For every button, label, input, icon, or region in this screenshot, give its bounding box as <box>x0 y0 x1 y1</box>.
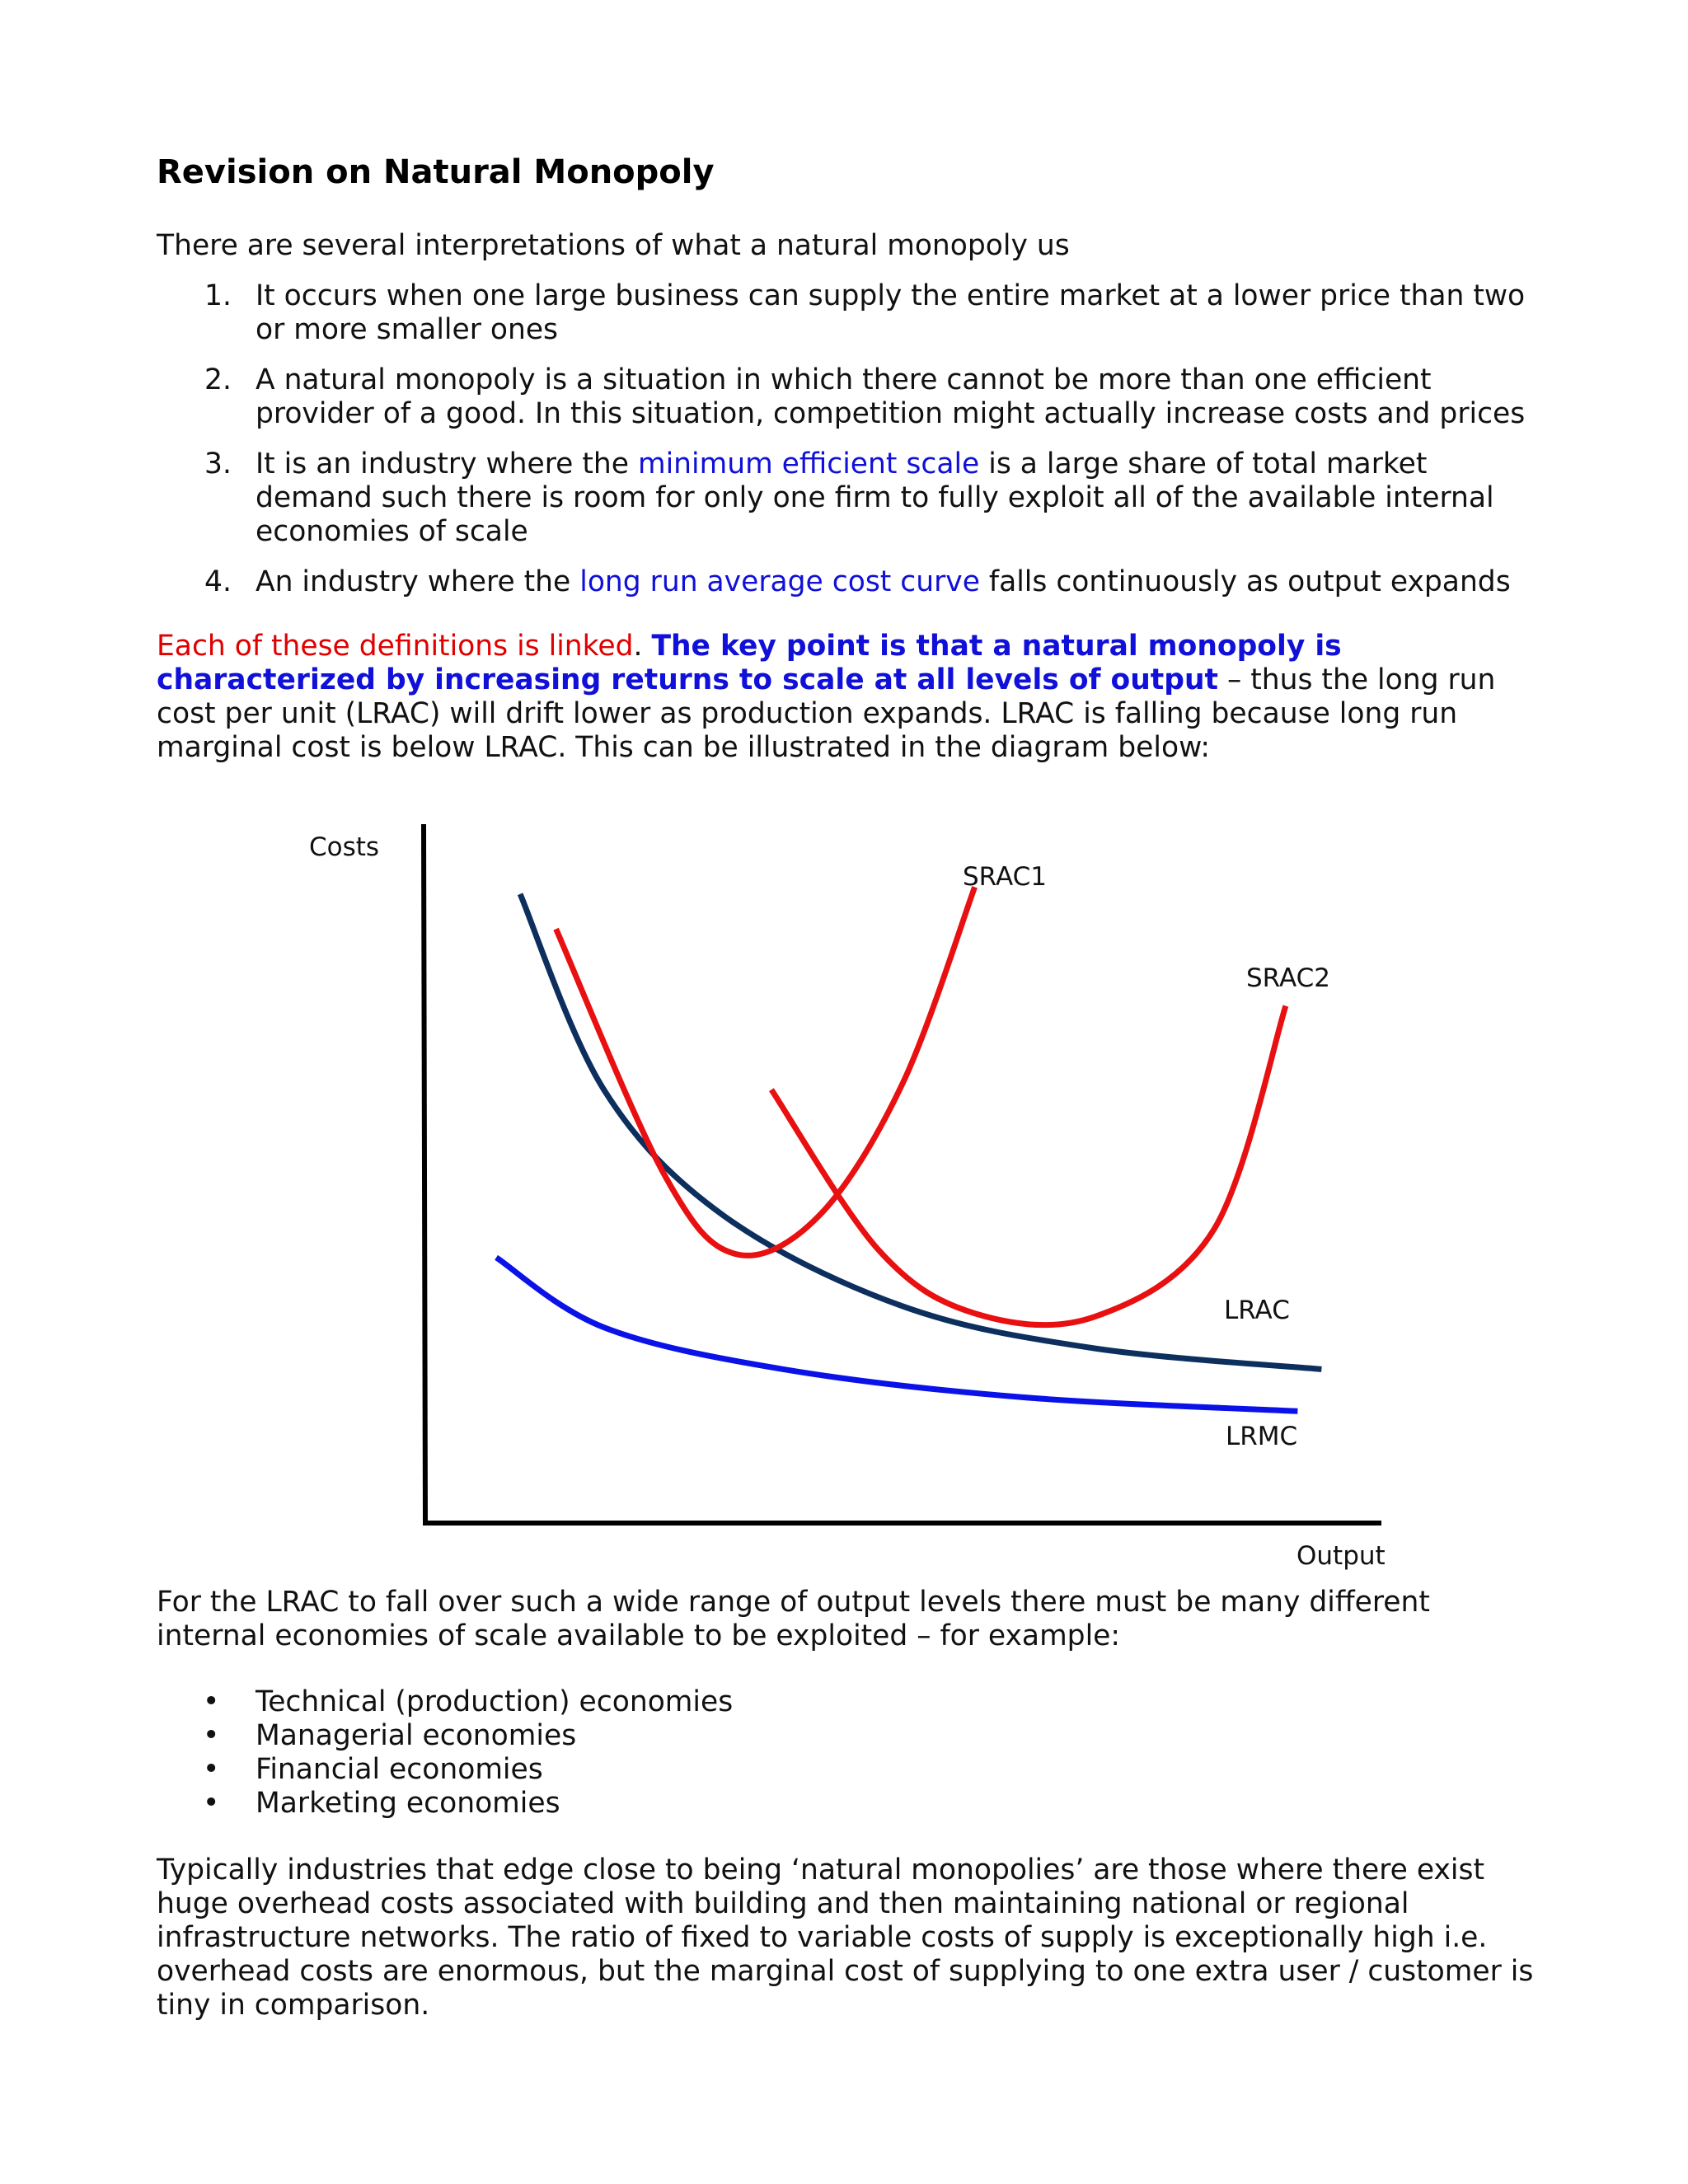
definition-number: 4. <box>204 565 232 598</box>
economy-label: Marketing economies <box>256 1787 560 1820</box>
bullet-icon: • <box>203 1719 220 1752</box>
economy-item <box>157 1753 1541 1787</box>
definition-number: 1. <box>204 279 232 312</box>
economy-label: Financial economies <box>256 1753 543 1786</box>
economies-intro-paragraph: For the LRAC to fall over such a wide range of output levels there must be many different internal economies of scale available to be exploited – for example: <box>157 1586 1430 1652</box>
series-label-lrac: LRAC <box>1224 1296 1290 1325</box>
economy-label: Technical (production) economies <box>256 1685 734 1718</box>
series-label-lrmc: LRMC <box>1226 1422 1298 1451</box>
bullet-icon: • <box>203 1753 220 1786</box>
definition-text: A natural monopoly is a situation in which there cannot be more than one efficient provider of a good. In this situation, competition might actually increase costs and prices <box>256 363 1526 430</box>
curve-lrac <box>520 894 1321 1370</box>
economy-item <box>157 1685 1541 1719</box>
document-title: Revision on Natural Monopoly <box>157 153 715 191</box>
series-label-srac2: SRAC2 <box>1246 963 1330 993</box>
definition-text-end: is a large share of total market demand such there is room for only one firm to fully exploit all of the available internal economies of scale <box>256 448 1494 548</box>
economies-list <box>157 1685 1541 1821</box>
linked-rest-text: – thus the long run cost per unit (LRAC) will drift lower as production expands. LRAC is falling because long run marginal cost is below LRAC. This can be illustrated in the diagram below: <box>157 663 1496 764</box>
economy-label: Managerial economies <box>256 1719 577 1752</box>
linked-paragraph <box>157 630 1541 765</box>
closing-paragraph: Typically industries that edge close to being ‘natural monopolies’ are those where there exist huge overhead costs associated with building and then maintaining national or regional infrastructure networks. The ratio of fixed to variable costs of supply is exceptionally high i.e. overhead costs are enormous, but the marginal cost of supplying to one extra user / customer is tiny in comparison. <box>157 1854 1534 2022</box>
definition-text: It occurs when one large business can supply the entire market at a lower price than two or more smaller ones <box>256 279 1526 346</box>
definition-text-start: An industry where the <box>256 565 580 598</box>
definition-text-start: It is an industry where the <box>256 448 638 480</box>
minimum-efficient-scale-link[interactable]: minimum efficient scale <box>637 448 980 480</box>
definition-number: 2. <box>204 363 232 396</box>
bullet-icon: • <box>203 1787 220 1820</box>
definition-item <box>157 565 1541 599</box>
intro-paragraph: There are several interpretations of what a natural monopoly us <box>157 229 1070 262</box>
curve-group <box>496 887 1321 1411</box>
series-label-srac1: SRAC1 <box>963 862 1047 892</box>
economy-item <box>157 1787 1541 1821</box>
definitions-list <box>157 279 1541 616</box>
definition-item <box>157 448 1541 549</box>
curve-srac1 <box>556 887 975 1255</box>
long-run-average-cost-link[interactable]: long run average cost curve <box>579 565 980 598</box>
curve-lrmc <box>496 1258 1297 1412</box>
definition-item <box>157 279 1541 347</box>
definition-number: 3. <box>204 448 232 480</box>
definition-text-end: falls continuously as output expands <box>979 565 1511 598</box>
economy-item <box>157 1719 1541 1753</box>
linked-red-text: Each of these definitions is linked <box>157 630 634 663</box>
bullet-icon: • <box>203 1685 220 1718</box>
curve-srac2 <box>771 1006 1286 1325</box>
y-axis <box>424 824 425 1523</box>
linked-period: . <box>633 630 652 663</box>
definition-item <box>157 363 1541 431</box>
x-axis-label: Output <box>1296 1541 1386 1571</box>
y-axis-label: Costs <box>309 832 380 862</box>
key-point-text: The key point is that a natural monopoly is characterized by increasing returns to scale at all levels of output <box>157 630 1342 696</box>
